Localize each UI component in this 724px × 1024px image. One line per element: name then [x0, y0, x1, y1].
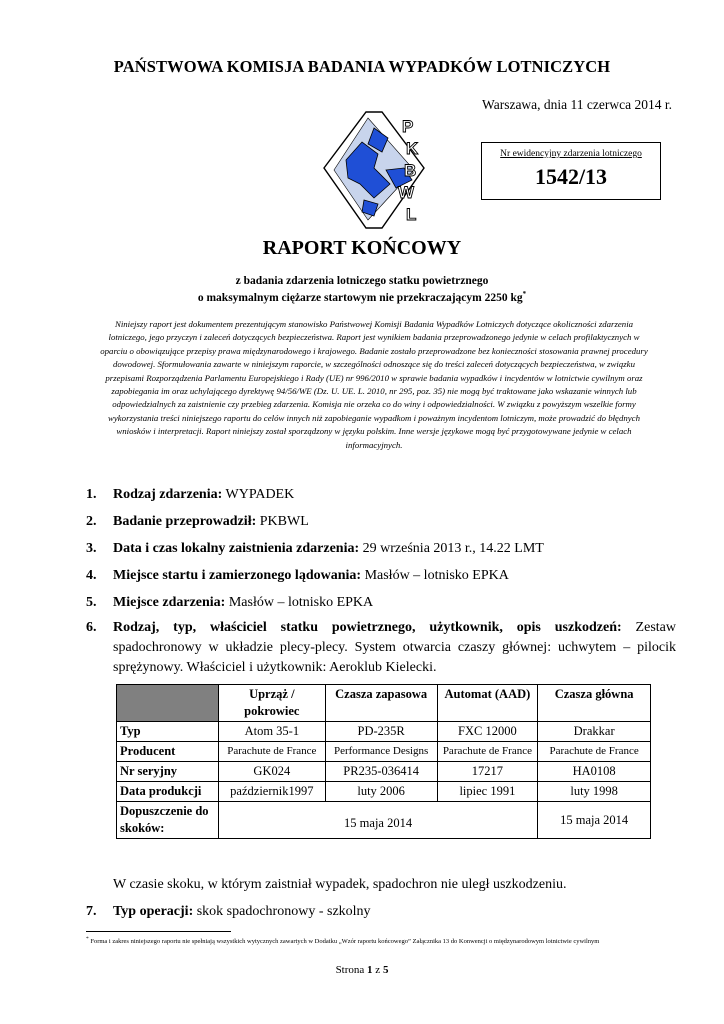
item-label: Badanie przeprowadził:	[113, 514, 257, 529]
table-header: Czasza główna	[538, 685, 651, 722]
table-cell: Parachute de France	[437, 742, 538, 762]
logo-letter-b: B	[404, 161, 417, 180]
row-label: Dopuszczenie do skoków:	[117, 802, 219, 839]
table-row	[117, 742, 651, 762]
logo-letter-p: P	[402, 117, 414, 136]
equipment-table	[116, 684, 651, 839]
table-cell: 15 maja 2014	[538, 802, 651, 839]
table-cell: Parachute de France	[538, 742, 651, 762]
table-row	[117, 782, 651, 802]
table-cell: HA0108	[538, 762, 651, 782]
table-cell: październik1997	[218, 782, 325, 802]
table-header: Czasza zapasowa	[325, 685, 437, 722]
table-cell: Atom 35-1	[218, 722, 325, 742]
report-title: RAPORT KOŃCOWY	[262, 237, 462, 259]
footnote-mark: *	[86, 936, 89, 942]
table-cell: FXC 12000	[437, 722, 538, 742]
row-label: Typ	[117, 722, 219, 742]
table-cell: GK024	[218, 762, 325, 782]
logo-letter-w: W	[398, 183, 415, 202]
table-header: Uprząż / pokrowiec	[218, 685, 325, 722]
item-label: Typ operacji:	[113, 904, 194, 919]
table-header: Automat (AAD)	[437, 685, 538, 722]
item-label: Rodzaj zdarzenia:	[113, 487, 223, 502]
table-cell: Performance Designs	[325, 742, 437, 762]
institution-title: PAŃSTWOWA KOMISJA BADANIA WYPADKÓW LOTNICZYCH	[113, 57, 611, 76]
table-cell: luty 1998	[538, 782, 651, 802]
registry-box	[481, 142, 661, 200]
row-label: Producent	[117, 742, 219, 762]
row-label: Nr seryjny	[117, 762, 219, 782]
item-label: Miejsce startu i zamierzonego lądowania:	[113, 568, 362, 583]
registry-number: 1542/13	[534, 164, 608, 189]
item-value: Zestaw spadochronowy w układzie plecy-plecy. System otwarcia czaszy głównej: uchwytem – pilocik sprężynowy. Właściciel i użytkownik: Aeroklub Kielecki.	[113, 620, 676, 675]
item-value: 29 września 2013 r., 14.22 LMT	[359, 541, 544, 556]
table-cell-merged: 15 maja 2014	[218, 802, 537, 839]
table-cell: PD-235R	[325, 722, 437, 742]
subtitle-footnote-mark: *	[522, 290, 527, 298]
footnote-divider	[86, 931, 231, 932]
footnote-text: Forma i zakres niniejszego raportu nie spełniają wszystkich wytycznych zawartych w Dodatku „Wzór raportu końcowego” Załącznika 13 do Konwencji o międzynarodowym lotnictwie cywilnym	[88, 938, 600, 946]
report-subtitle-1: z badania zdarzenia lotniczego statku powietrznego	[235, 275, 489, 287]
table-cell: PR235-036414	[325, 762, 437, 782]
row-label: Data produkcji	[117, 782, 219, 802]
item-value: WYPADEK	[222, 487, 295, 502]
logo-letter-k: K	[406, 139, 419, 158]
item-value: Masłów – lotnisko EPKA	[225, 595, 374, 610]
table-header-row	[117, 685, 651, 722]
table-row	[117, 802, 651, 839]
item-value: Masłów – lotnisko EPKA	[361, 568, 509, 583]
item-value: PKBWL	[256, 514, 309, 529]
table-cell: 17217	[437, 762, 538, 782]
after-table-note: W czasie skoku, w którym zaistniał wypadek, spadochron nie uległ uszkodzeniu.	[113, 877, 567, 892]
item-label: Data i czas lokalny zaistnienia zdarzenia:	[113, 541, 360, 556]
item-value: skok spadochronowy - szkolny	[193, 904, 371, 919]
table-cell: Parachute de France	[218, 742, 325, 762]
table-row	[117, 762, 651, 782]
place-date: Warszawa, dnia 11 czerwca 2014 r.	[482, 97, 672, 112]
table-corner-cell	[117, 685, 219, 722]
table-cell: luty 2006	[325, 782, 437, 802]
disclaimer-text: Niniejszy raport jest dokumentem prezentującym stanowisko Państwowej Komisji Badania Wypadków Lotniczych dotyczące okoliczności zdarzenia lotniczego, jego przyczyn i zaleceń dotyczących bezpieczeństwa. Raport jest wynikiem badania przeprowadzonego jedynie w celach profilaktycznych w oparciu o obowiązujące przepisy prawa międzynarodowego i krajowego. Badanie zostało przeprowadzone bez konieczności stosowania prawnej procedury dowodowej. Sformułowania zawarte w niniejszym raporcie, w szczególności odnoszące się do treści zaleceń dotyczących bezpieczeństwa, w związku przepisami Rozporządzenia Parlamentu Europejskiego i Rady (UE) nr 996/2010 w sprawie badania wypadków i incydentów w lotnictwie cywilnym oraz zapobiegania im oraz uchylającego dyrektywę 94/56/WE (Dz. U. UE. L. 2010, nr 295, poz. 35) nie mogą być traktowane jako wskazanie winnych lub odpowiedzialnych za zaistnienie czy przebieg zdarzenia. Komisja nie orzeka co do winy i odpowiedzialności. W związku z powyższym wszelkie formy wykorzystania treści niniejszego raportu do celów innych niż zapobieganie wypadkom i poważnym incydentom lotniczym, może prowadzić do błędnych wniosków i interpretacji. Raport niniejszy został sporządzony w języku polskim. Inne wersje językowe mogą być przygotowywane jedynie w celach informacyjnych.	[100, 319, 648, 450]
registry-label: Nr ewidencyjny zdarzenia lotniczego	[500, 149, 642, 159]
footnote	[86, 936, 686, 945]
page-number: Strona 1 z 5	[335, 964, 389, 976]
table-cell: lipiec 1991	[437, 782, 538, 802]
table-row	[117, 722, 651, 742]
logo-letter-l: L	[406, 205, 417, 224]
report-subtitle-2: o maksymalnym ciężarze startowym nie przekraczającym 2250 kg*	[197, 290, 527, 304]
table-cell: Drakkar	[538, 722, 651, 742]
pkbwl-logo	[316, 108, 448, 232]
item-label: Rodzaj, typ, właściciel statku powietrznego, użytkownik, opis uszkodzeń:	[113, 620, 622, 635]
item-label: Miejsce zdarzenia:	[113, 595, 226, 610]
